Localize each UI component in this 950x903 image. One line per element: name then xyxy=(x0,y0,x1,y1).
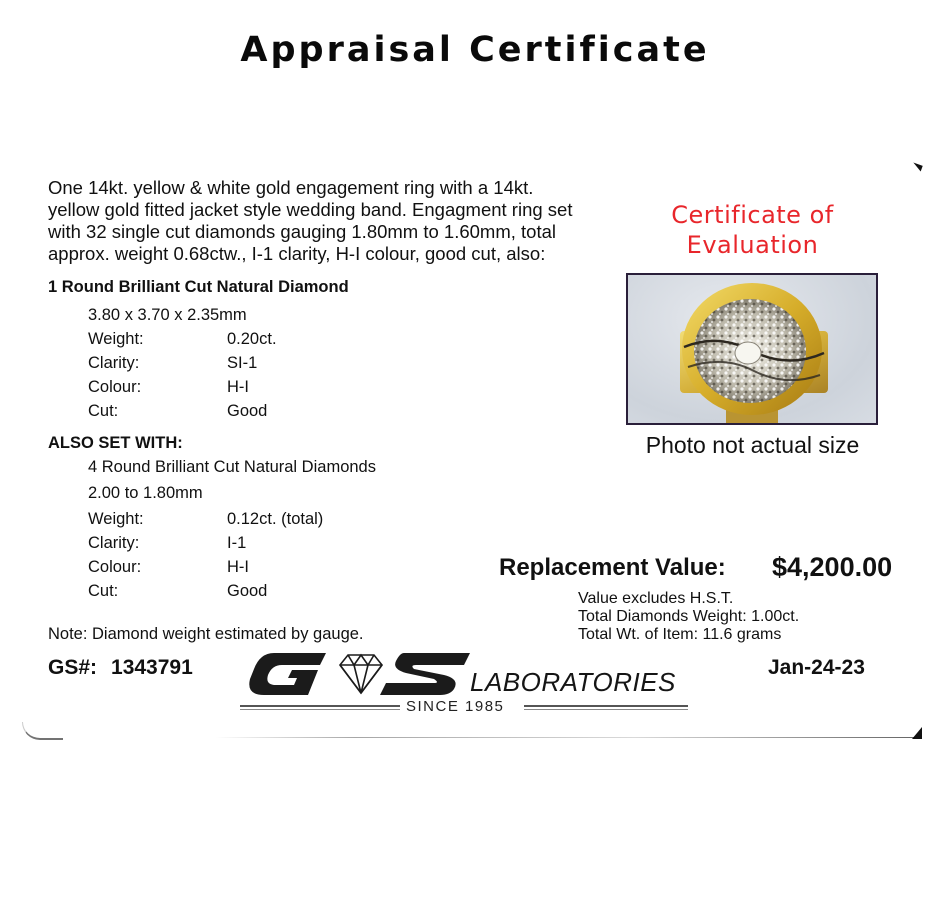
gs-number xyxy=(48,656,193,680)
gs-logo-mark-icon xyxy=(246,649,476,699)
logo-laboratories-text: LABORATORIES xyxy=(470,667,676,697)
spec-label: Colour: xyxy=(88,558,142,576)
gauge-note: Note: Diamond weight estimated by gauge. xyxy=(48,625,364,643)
spec-label: Weight: xyxy=(88,330,144,348)
spec-value: Good xyxy=(227,582,268,600)
ring-image-icon xyxy=(628,275,876,423)
certificate-of-evaluation xyxy=(640,200,865,260)
spec-label: Clarity: xyxy=(88,354,140,372)
replacement-value-label: Replacement Value: xyxy=(499,554,726,581)
page-title: Appraisal Certificate xyxy=(240,30,710,70)
total-item-weight: Total Wt. of Item: 11.6 grams xyxy=(578,626,782,643)
description-line: approx. weight 0.68ctw., I-1 clarity, H-I colour, good cut, also: xyxy=(48,243,546,264)
certificate-line: Certificate of xyxy=(671,201,834,229)
main-stone-dimensions: 3.80 x 3.70 x 2.35mm xyxy=(88,306,247,324)
logo-since-text: SINCE 1985 xyxy=(406,698,505,715)
spec-value: H-I xyxy=(227,378,249,396)
photo-caption: Photo not actual size xyxy=(645,432,860,458)
certificate-line: Evaluation xyxy=(686,231,819,259)
also-set-description: 4 Round Brilliant Cut Natural Diamonds xyxy=(88,458,376,476)
certificate-date: Jan-24-23 xyxy=(768,656,865,679)
spec-label: Cut: xyxy=(88,402,119,420)
item-description xyxy=(48,177,618,265)
value-excludes-hst: Value excludes H.S.T. xyxy=(578,590,734,607)
logo-since-row xyxy=(240,698,690,718)
spec-label: Cut: xyxy=(88,582,119,600)
ring-photo xyxy=(626,273,878,425)
spec-label: Colour: xyxy=(88,378,142,396)
description-line: One 14kt. yellow & white gold engagement ring with a 14kt. xyxy=(48,177,534,198)
spec-value: 0.20ct. xyxy=(227,330,277,348)
spec-value: Good xyxy=(227,402,268,420)
card-bottom-edge xyxy=(215,737,915,738)
spec-label: Clarity: xyxy=(88,534,140,552)
spec-value: 0.12ct. (total) xyxy=(227,510,324,528)
replacement-value-amount: $4,200.00 xyxy=(772,552,893,582)
spec-value: H-I xyxy=(227,558,249,576)
gs-laboratories-logo xyxy=(240,649,690,719)
spec-value: SI-1 xyxy=(227,354,258,372)
gs-number-value: 1343791 xyxy=(111,656,193,679)
total-diamonds-weight: Total Diamonds Weight: 1.00ct. xyxy=(578,608,800,625)
also-set-heading: ALSO SET WITH: xyxy=(48,434,183,452)
spec-value: I-1 xyxy=(227,534,247,552)
main-stone-heading: 1 Round Brilliant Cut Natural Diamond xyxy=(48,278,349,296)
divider xyxy=(240,705,400,710)
divider xyxy=(524,705,688,710)
description-line: with 32 single cut diamonds gauging 1.80mm to 1.60mm, total xyxy=(48,221,557,242)
also-set-dimensions: 2.00 to 1.80mm xyxy=(88,484,203,502)
valuation-details xyxy=(578,590,799,644)
gs-number-label: GS#: xyxy=(48,656,98,679)
description-line: yellow gold fitted jacket style wedding band. Engagment ring set xyxy=(48,199,573,220)
spec-label: Weight: xyxy=(88,510,144,528)
